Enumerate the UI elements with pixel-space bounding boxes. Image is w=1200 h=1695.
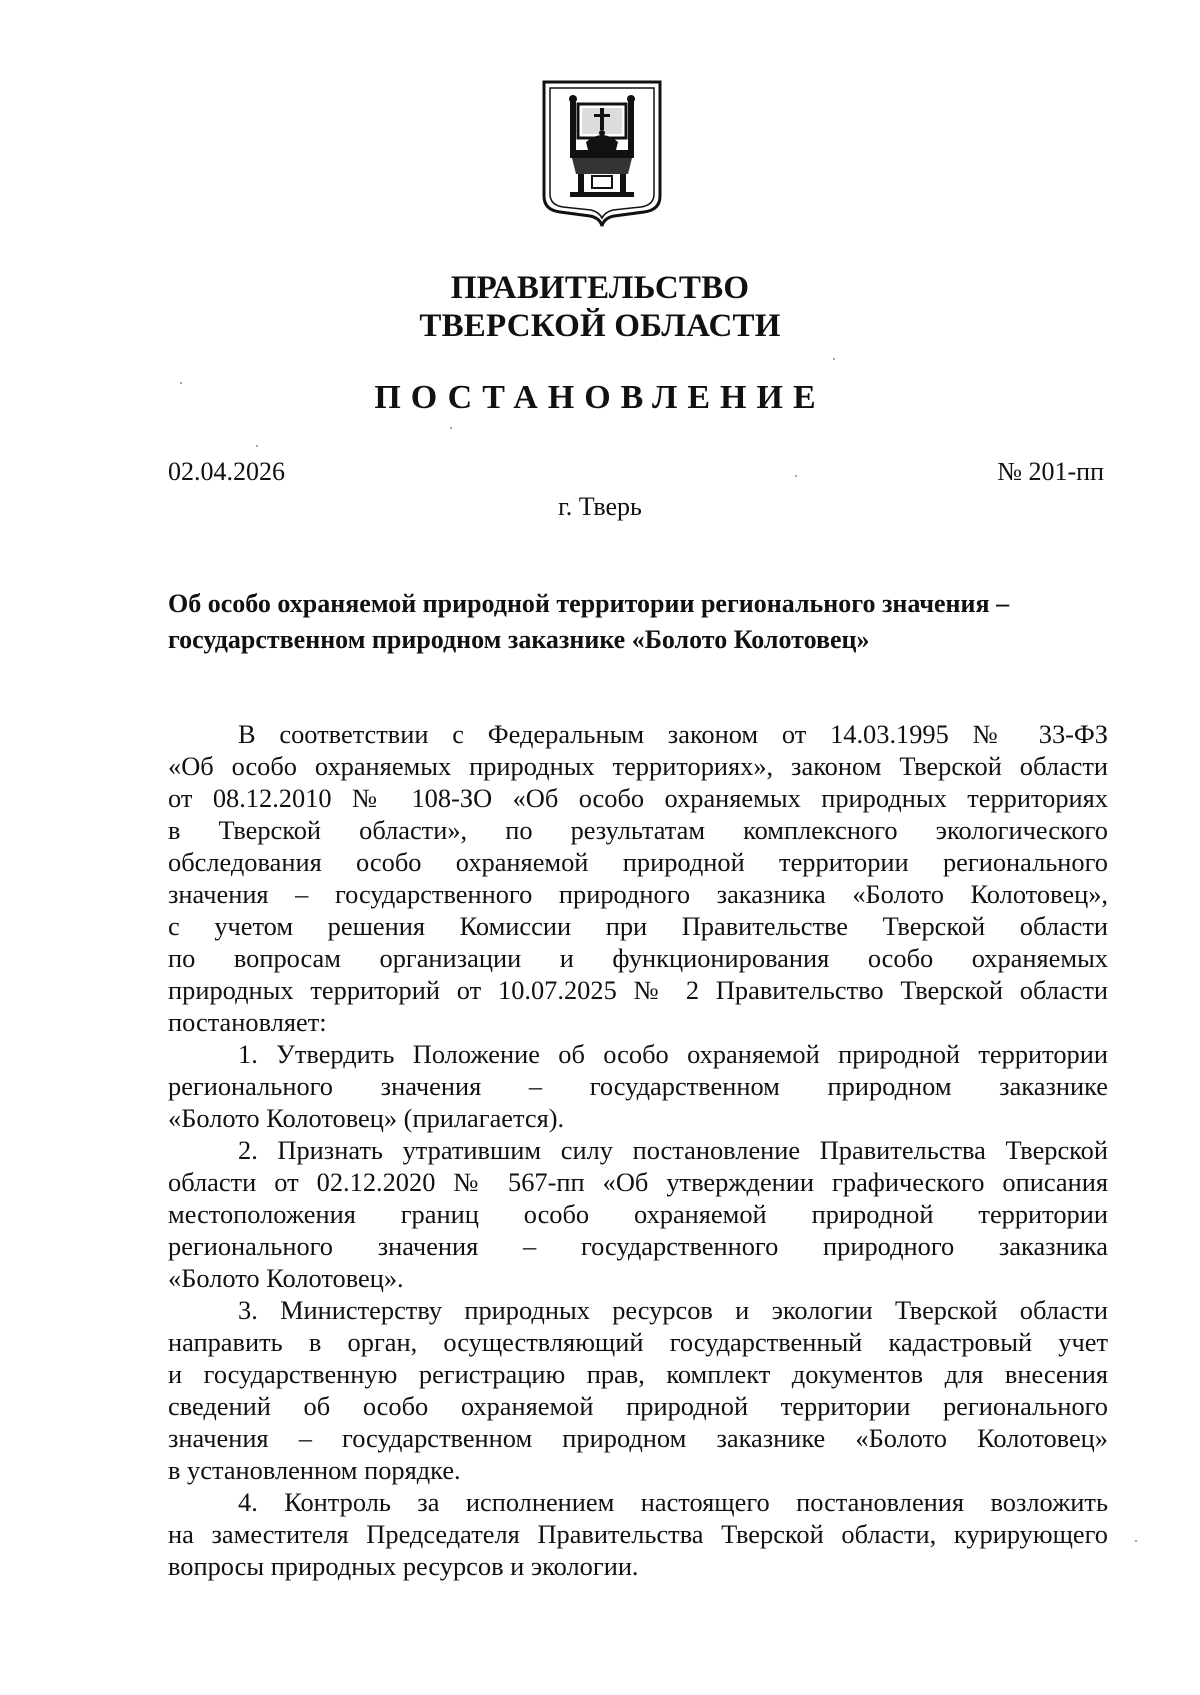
text-line: с учетом решения Комиссии при Правительстве Тверской области <box>168 911 1108 941</box>
text-line: В соответствии с Федеральным законом от 14.03.1995 № 33-ФЗ <box>238 719 1108 749</box>
preamble-paragraph <box>168 718 1108 1038</box>
scan-speck <box>180 382 182 384</box>
clause-2-paragraph <box>168 1134 1108 1294</box>
text-line: от 08.12.2010 № 108-ЗО «Об особо охраняемых природных территориях <box>168 783 1108 813</box>
scan-speck <box>1135 1540 1137 1542</box>
text-line: значения – государственном природном заказнике «Болото Колотовец» <box>168 1423 1108 1453</box>
tver-oblast-coat-of-arms-icon <box>540 78 664 228</box>
clause-1-paragraph <box>168 1038 1108 1134</box>
text-line: природных территорий от 10.07.2025 № 2 Правительство Тверской области <box>168 975 1108 1005</box>
text-line: 4. Контроль за исполнением настоящего постановления возложить <box>238 1487 1108 1517</box>
text-line: области от 02.12.2020 № 567-пп «Об утверждении графического описания <box>168 1167 1108 1197</box>
scan-speck <box>450 427 452 429</box>
document-title <box>168 586 1104 658</box>
text-line: регионального значения – государственного природного заказника <box>168 1231 1108 1261</box>
text-line: сведений об особо охраняемой природной территории регионального <box>168 1391 1108 1421</box>
scan-speck <box>256 445 258 447</box>
text-line: в Тверской области», по результатам комплексного экологического <box>168 815 1108 845</box>
title-line: государственном природном заказнике «Болото Колотовец» <box>168 625 870 654</box>
clause-4-paragraph <box>168 1486 1108 1582</box>
organization-name-line1: ПРАВИТЕЛЬСТВО <box>450 270 750 306</box>
document-type-heading: ПОСТАНОВЛЕНИЕ <box>374 379 826 416</box>
text-line: 1. Утвердить Положение об особо охраняемой природной территории <box>238 1039 1108 1069</box>
text-line: 2. Признать утратившим силу постановление Правительства Тверской <box>238 1135 1108 1165</box>
text-line: местоположения границ особо охраняемой природной территории <box>168 1199 1108 1229</box>
document-city: г. Тверь <box>558 492 642 521</box>
text-line: обследования особо охраняемой природной территории регионального <box>168 847 1108 877</box>
document-number: № 201-пп <box>997 457 1104 486</box>
text-line: вопросы природных ресурсов и экологии. <box>168 1551 639 1581</box>
text-line: «Болото Колотовец». <box>168 1263 404 1293</box>
text-line: в установленном порядке. <box>168 1455 461 1485</box>
clause-3-paragraph <box>168 1294 1108 1486</box>
text-line: постановляет: <box>168 1007 327 1037</box>
text-line: «Болото Колотовец» (прилагается). <box>168 1103 565 1133</box>
text-line: значения – государственного природного заказника «Болото Колотовец», <box>168 879 1108 909</box>
text-line: «Об особо охраняемых природных территориях», законом Тверской области <box>168 751 1108 781</box>
text-line: регионального значения – государственном природном заказнике <box>168 1071 1108 1101</box>
document-body <box>168 718 1108 1582</box>
text-line: направить в орган, осуществляющий государственный кадастровый учет <box>168 1327 1108 1357</box>
scan-speck <box>833 358 835 360</box>
text-line: 3. Министерству природных ресурсов и экологии Тверской области <box>238 1295 1108 1325</box>
text-line: и государственную регистрацию прав, комплект документов для внесения <box>168 1359 1108 1389</box>
scan-speck <box>795 475 797 477</box>
organization-name-line2: ТВЕРСКОЙ ОБЛАСТИ <box>419 308 781 344</box>
title-line: Об особо охраняемой природной территории регионального значения – <box>168 589 1010 618</box>
document-date: 02.04.2026 <box>168 457 285 486</box>
text-line: на заместителя Председателя Правительства Тверской области, курирующего <box>168 1519 1108 1549</box>
text-line: по вопросам организации и функционирования особо охраняемых <box>168 943 1108 973</box>
